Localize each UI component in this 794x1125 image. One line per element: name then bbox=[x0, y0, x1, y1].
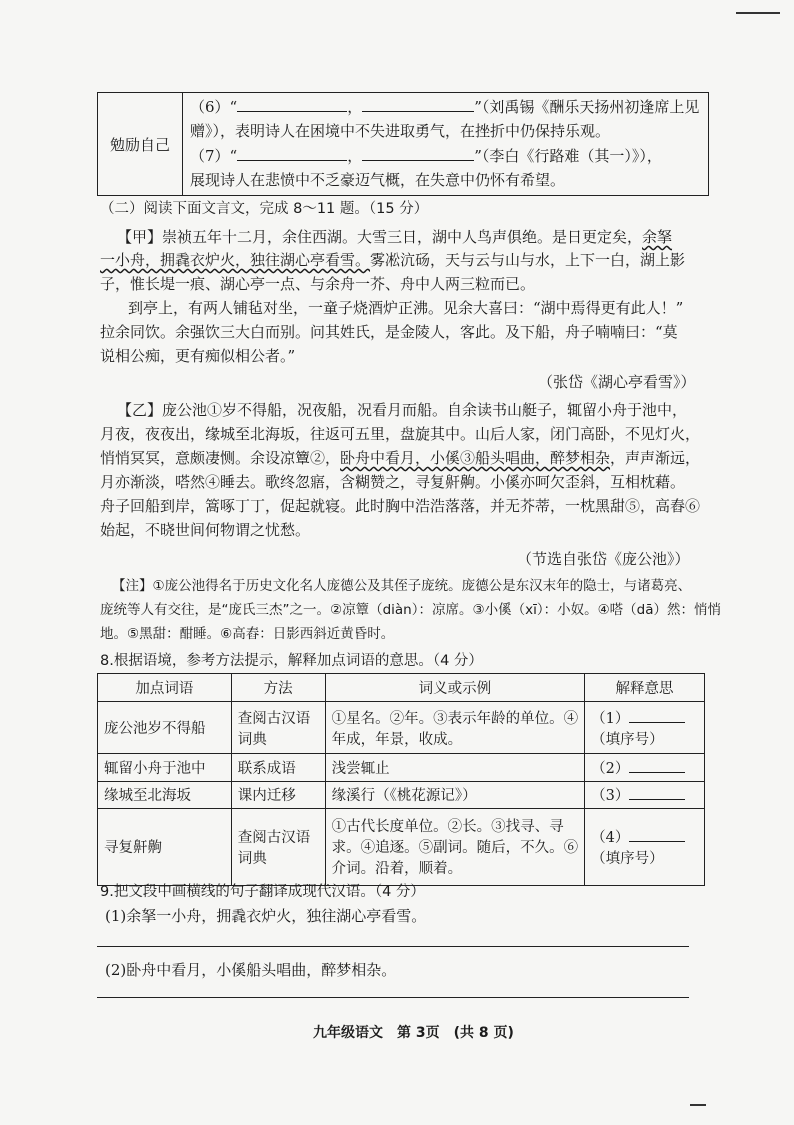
answer-cell: （1） （填序号） bbox=[585, 702, 705, 754]
word-cell: 缘城至北海坂 bbox=[98, 781, 232, 808]
word-cell: 庞公池岁不得船 bbox=[98, 702, 232, 754]
table-row bbox=[98, 808, 705, 885]
meaning-cell: ①古代长度单位。②长。③找寻、寻求。④追逐。⑤副词。随后，不久。⑥介词。沿着，顺着。 bbox=[325, 808, 585, 885]
table-label: 勉励自己 bbox=[98, 93, 183, 195]
section-heading: （二）阅读下面文言文，完成 8～11 题。（15 分） bbox=[100, 201, 429, 217]
yi-source: （节选自张岱《庞公池》） bbox=[517, 550, 690, 568]
col-header: 词义或示例 bbox=[325, 674, 585, 702]
q9-sentence-2: (2)卧舟中看月，小傒船头唱曲，醉梦相杂。 bbox=[105, 961, 397, 979]
page-footer: 九年级语文 第 3页 (共 8 页) bbox=[313, 1025, 514, 1041]
answer-blank-4[interactable] bbox=[629, 827, 685, 842]
yi-line-5: 舟子回船到岸，篙啄丁丁，促起就寝。此时胸中浩浩落落，并无芥蒂，一枕黑甜⑤，高舂⑥ bbox=[100, 497, 701, 515]
answer-line-1[interactable] bbox=[97, 946, 689, 947]
table-header-row bbox=[98, 674, 705, 702]
answer-blank-1[interactable] bbox=[629, 708, 685, 723]
jia-line-2: 一小舟，拥毳衣炉火，独往湖心亭看雪。雾凇沆砀，天与云与山与水，上下一白，湖上影 bbox=[100, 251, 686, 269]
blank-7-2[interactable] bbox=[362, 146, 474, 161]
note-line-1: 【注】①庞公池得名于历史文化名人庞德公及其侄子庞统。庞德公是东汉末年的隐士，与诸葛亮、 bbox=[112, 578, 692, 594]
answer-cell: （3） bbox=[585, 781, 705, 808]
answer-cell: （2） bbox=[585, 754, 705, 781]
jia-line-4: 到亭上，有两人铺毡对坐，一童子烧酒炉正沸。见余大喜曰：“湖中焉得更有此人！” bbox=[128, 299, 684, 317]
blank-6-1[interactable] bbox=[237, 97, 347, 112]
item-7-desc: 展现诗人在悲愤中不乏豪迈气概，在失意中仍怀有希望。 bbox=[190, 171, 566, 189]
yi-line-1: 【乙】庞公池①岁不得船，况夜船，况看月而船。自余读书山艇子，辄留小舟于池中， bbox=[117, 401, 688, 419]
answer-cell: （4） （填序号） bbox=[585, 808, 705, 885]
answer-line-2[interactable] bbox=[97, 997, 689, 998]
note-line-2: 庞统等人有交往，是“庞氏三杰”之一。②凉簟（diàn）：凉席。③小傒（xī）：小奴。④嗒（dā）然：悄悄 bbox=[100, 602, 722, 618]
blank-7-1[interactable] bbox=[237, 146, 347, 161]
method-cell: 课内迁移 bbox=[231, 781, 325, 808]
note-line-3: 地。⑤黑甜：酣睡。⑥高舂：日影西斜近黄昏时。 bbox=[100, 626, 395, 642]
q8-title: 8.根据语境，参考方法提示，解释加点词语的意思。（4 分） bbox=[100, 653, 483, 669]
col-header: 解释意思 bbox=[585, 674, 705, 702]
jia-line-6: 说相公痴，更有痴似相公者。” bbox=[100, 347, 296, 365]
col-header: 方法 bbox=[231, 674, 325, 702]
answer-blank-3[interactable] bbox=[629, 785, 685, 800]
table-row bbox=[98, 702, 705, 754]
method-cell: 联系成语 bbox=[231, 754, 325, 781]
corner-mark bbox=[736, 12, 780, 14]
word-cell: 寻复鼾齁 bbox=[98, 808, 232, 885]
meaning-cell: 缘溪行（《桃花源记》） bbox=[325, 781, 585, 808]
item-6-desc: 赠》），表明诗人在困境中不失进取勇气，在挫折中仍保持乐观。 bbox=[190, 122, 611, 140]
yi-line-3: 悄悄冥冥，意颇凄恻。余设凉簟②，卧舟中看月，小傒③船头唱曲，醉梦相杂，声声渐远， bbox=[100, 449, 701, 467]
blank-6-2[interactable] bbox=[362, 97, 474, 112]
table-row bbox=[98, 754, 705, 781]
q9-title: 9.把文段中画横线的句子翻译成现代汉语。（4 分） bbox=[100, 884, 425, 900]
jia-line-3: 子，惟长堤一痕、湖心亭一点、与余舟一芥、舟中人两三粒而已。 bbox=[100, 275, 536, 293]
table-row bbox=[98, 781, 705, 808]
item-7-line: （7）“ ， ”（李白《行路难（其一）》）， bbox=[190, 147, 662, 165]
jia-line-1: 【甲】崇祯五年十二月，余住西湖。大雪三日，湖中人鸟声俱绝。是日更定矣，余拏 bbox=[117, 228, 673, 246]
meaning-cell: ①星名。②年。③表示年龄的单位。④年成，年景，收成。 bbox=[325, 702, 585, 754]
q9-sentence-1: (1)余拏一小舟，拥毳衣炉火，独往湖心亭看雪。 bbox=[105, 907, 427, 925]
jia-source: （张岱《湖心亭看雪》） bbox=[538, 373, 696, 391]
answer-blank-2[interactable] bbox=[629, 758, 685, 773]
yi-line-4: 月亦渐淡，嗒然④睡去。歌终忽寤，含糊赞之，寻复鼾齁。小傒亦呵欠歪斜，互相枕藉。 bbox=[100, 473, 686, 491]
corner-mark bbox=[690, 1104, 706, 1106]
method-cell: 查阅古汉语词典 bbox=[231, 808, 325, 885]
jia-line-5: 拉余同饮。余强饮三大白而别。问其姓氏，是金陵人，客此。及下船，舟子喃喃曰：“莫 bbox=[100, 323, 678, 341]
method-cell: 查阅古汉语词典 bbox=[231, 702, 325, 754]
word-cell: 辄留小舟于池中 bbox=[98, 754, 232, 781]
item-6-line: （6）“ ， ”（刘禹锡《酬乐天扬州初逢席上见 bbox=[190, 98, 700, 116]
col-header: 加点词语 bbox=[98, 674, 232, 702]
vocab-table bbox=[97, 673, 705, 886]
yi-line-6: 始起，不晓世间何物谓之忧愁。 bbox=[100, 521, 311, 539]
meaning-cell: 浅尝辄止 bbox=[325, 754, 585, 781]
poetry-fill-table bbox=[97, 92, 709, 196]
yi-line-2: 月夜，夜夜出，缘城至北海坂，往返可五里，盘旋其中。山后人家，闭门高卧，不见灯火， bbox=[100, 425, 701, 443]
